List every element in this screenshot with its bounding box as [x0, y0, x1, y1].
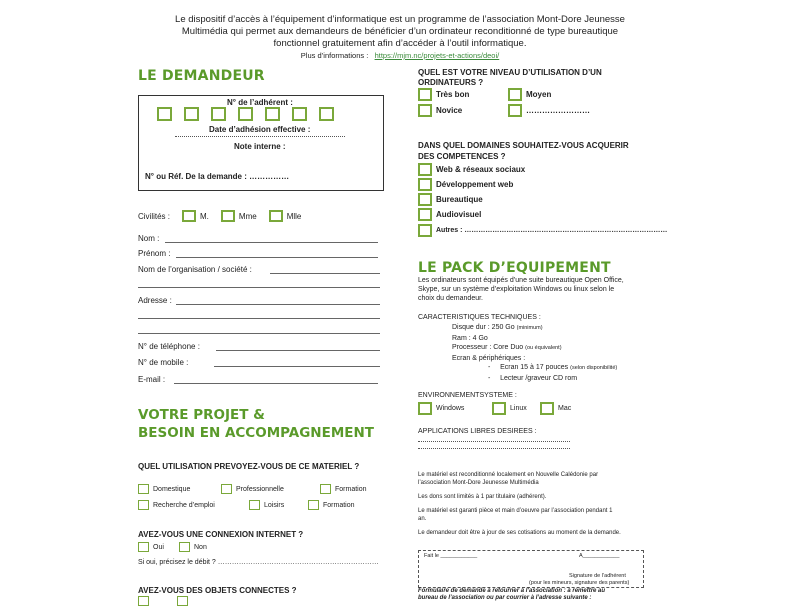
sig-note: (pour les mineurs, signature des parents) — [529, 580, 630, 586]
org-label: Nom de l’organisation / société : — [138, 265, 252, 274]
pack-notices — [418, 471, 668, 537]
niveau-row-1 — [418, 88, 551, 101]
adresse-label: Adresse : — [138, 296, 172, 305]
niveau-novice-label: Novice — [436, 106, 463, 115]
ref-label: N° ou Réf. De la demande : …………… — [145, 172, 290, 181]
notice-4: Le demandeur doit être à jour de ses cotisations au moment de la demande. — [418, 530, 621, 536]
domaine-audiovisuel-checkbox[interactable] — [418, 208, 432, 221]
adherent-label: N° de l’adhérent : — [227, 98, 293, 107]
env-mac-label: Mac — [558, 405, 572, 412]
tech-specs — [452, 323, 617, 383]
domaine-dev-checkbox[interactable] — [418, 178, 432, 191]
env-windows-label: Windows — [436, 405, 465, 412]
usage-formation-checkbox[interactable] — [320, 484, 331, 494]
nom-label: Nom : — [138, 234, 160, 243]
civ-mlle-checkbox[interactable] — [269, 210, 283, 222]
domaine-bureautique-checkbox[interactable] — [418, 193, 432, 206]
usage-loisirs-label: Loisirs — [264, 501, 285, 509]
apps-line-2[interactable] — [418, 448, 570, 449]
more-info-link[interactable]: https://mjm.nc/projets-et-actions/deoi/ — [374, 51, 500, 60]
more-info-label: Plus d’informations : — [300, 51, 369, 60]
internet-question: AVEZ-VOUS UNE CONNEXION INTERNET ? — [138, 530, 304, 539]
adresse-field-3[interactable] — [138, 333, 380, 334]
niveau-tres-bon-label: Très bon — [436, 90, 470, 99]
usage-domestique-checkbox[interactable] — [138, 484, 149, 494]
civilites-label: Civilités : — [138, 211, 171, 221]
domaine-autres-label: Autres : …………………………………………………………………………… — [436, 226, 668, 234]
nom-field[interactable] — [165, 242, 378, 243]
usage-formation-label: Formation — [335, 485, 367, 493]
civ-m-label: M. — [200, 211, 209, 221]
digit-box[interactable] — [292, 107, 307, 121]
admin-box — [138, 95, 384, 191]
notice-3-line-2: an. — [418, 516, 427, 522]
usage-emploi-label: Recherche d’emploi — [153, 501, 215, 509]
env-linux-checkbox[interactable] — [492, 402, 506, 415]
domaine-bureautique — [418, 192, 667, 207]
note-label: Note interne : — [234, 142, 286, 151]
niveau-row-2 — [418, 104, 590, 117]
mobile-label: N° de mobile : — [138, 358, 189, 367]
apps-line-1[interactable] — [418, 441, 570, 442]
usage-domestique-label: Domestique — [153, 485, 191, 493]
usage-professionnelle-checkbox[interactable] — [221, 484, 232, 494]
domaine-web-label: Web & réseaux sociaux — [436, 165, 526, 174]
notice-2: Les dons sont limités à 1 par titulaire (adhérent). — [418, 494, 547, 500]
domaine-dev — [418, 177, 667, 192]
demandeur-title: LE DEMANDEUR — [138, 68, 265, 84]
spec-ecran: - Ecran 15 à 17 pouces (selon disponibilité) — [488, 364, 618, 371]
env-windows-checkbox[interactable] — [418, 402, 432, 415]
sig-a: A____________ — [579, 553, 620, 559]
niveau-tres-bon-checkbox[interactable] — [418, 88, 432, 101]
domaine-audiovisuel-label: Audiovisuel — [436, 210, 482, 219]
usage-loisirs-checkbox[interactable] — [249, 500, 260, 510]
domaines-question — [418, 140, 629, 162]
prenom-label: Prénom : — [138, 249, 171, 258]
domaine-web-checkbox[interactable] — [418, 163, 432, 176]
digit-box[interactable] — [265, 107, 280, 121]
usage-row-1 — [138, 484, 367, 494]
spec-peripheriques: Ecran & périphériques : — [452, 354, 526, 362]
org-field[interactable] — [270, 273, 380, 274]
signature-box[interactable] — [418, 550, 644, 588]
niveau-moyen-checkbox[interactable] — [508, 88, 522, 101]
niveau-autre-label: …………………… — [526, 106, 590, 115]
sig-label: Signature de l’adhérent — [569, 573, 626, 579]
projet-title — [138, 406, 374, 442]
niveau-autre-checkbox[interactable] — [508, 104, 522, 117]
prenom-field[interactable] — [176, 257, 378, 258]
domaines-question-line-2: DES COMPETENCES ? — [418, 152, 506, 161]
formulaire-line-2: bureau de l’association ou par courrier à l’adresse suivante : — [418, 595, 592, 601]
pack-desc-line-3: choix du demandeur. — [418, 295, 483, 302]
spec-lecteur: - Lecteur /graveur CD rom — [488, 374, 578, 382]
intro-line-2: Multimédia qui permet aux demandeurs de bénéficier d’un ordinateur reconditionné de type bureautique — [181, 26, 619, 37]
usage-formation-2-label: Formation — [323, 501, 355, 509]
org-field-2[interactable] — [138, 287, 380, 288]
adresse-field[interactable] — [176, 304, 380, 305]
usage-emploi-checkbox[interactable] — [138, 500, 149, 510]
debit-label: Si oui, précisez le débit ? …………………………………………………………… — [138, 559, 379, 566]
tel-label: N° de téléphone : — [138, 342, 200, 351]
sig-fait: Fait le ____________ — [424, 553, 478, 559]
env-mac-checkbox[interactable] — [540, 402, 554, 415]
niveau-novice-checkbox[interactable] — [418, 104, 432, 117]
digit-box[interactable] — [184, 107, 199, 121]
spec-processeur: Processeur : Core Duo (ou équivalent) — [452, 344, 562, 351]
tel-field[interactable] — [216, 350, 380, 351]
objets-question: AVEZ-VOUS DES OBJETS CONNECTES ? — [138, 586, 297, 595]
usage-row-2 — [138, 500, 355, 510]
objets-oui-checkbox[interactable] — [138, 596, 149, 606]
domaine-audiovisuel — [418, 207, 667, 222]
civ-m-checkbox[interactable] — [182, 210, 196, 222]
internet-non-checkbox[interactable] — [179, 542, 190, 552]
niveau-question-line-2: ORDINATEURS ? — [418, 78, 484, 87]
pack-desc-line-2: Skype, sur un système d’exploitation Windows ou linux selon le — [418, 286, 615, 293]
digit-box[interactable] — [211, 107, 226, 121]
pack-desc-line-1: Les ordinateurs sont équipés d’une suite bureautique Open Office, — [418, 277, 624, 284]
usage-professionnelle-label: Professionnelle — [236, 485, 284, 493]
digit-box[interactable] — [238, 107, 253, 121]
notice-1-line-2: l’association Mont-Dore Jeunesse Multimédia — [418, 480, 539, 486]
civilites-row — [138, 210, 301, 222]
spec-ram: Ram : 4 Go — [452, 334, 488, 342]
civ-mlle-label: Mlle — [286, 211, 302, 221]
internet-non-label: Non — [194, 543, 207, 551]
internet-oui-checkbox[interactable] — [138, 542, 149, 552]
env-label: ENVIRONNEMENTSYSTEME : — [418, 392, 517, 399]
niveau-question-line-1: QUEL EST VOTRE NIVEAU D’UTILISATION D’UN — [418, 68, 602, 77]
pack-title: LE PACK D’EQUIPEMENT — [418, 260, 611, 276]
domaines-list — [418, 162, 667, 238]
notice-3-line-1: Le matériel est garanti pièce et main d’oeuvre par l’association pendant 1 — [418, 508, 613, 514]
adresse-field-2[interactable] — [138, 318, 380, 319]
spec-disque: Disque dur : 250 Go (minimum) — [452, 324, 543, 331]
email-field[interactable] — [174, 383, 378, 384]
tech-label: CARACTERISTIQUES TECHNIQUES : — [418, 314, 541, 321]
mobile-field[interactable] — [214, 366, 380, 367]
adherent-number-boxes — [157, 107, 334, 121]
intro-line-3: fonctionnel gratuitement afin d’accéder à l’outil informatique. — [273, 38, 527, 49]
digit-box[interactable] — [319, 107, 334, 121]
usage-formation-2-checkbox[interactable] — [308, 500, 319, 510]
digit-box[interactable] — [157, 107, 172, 121]
projet-title-line-1: VOTRE PROJET & — [138, 407, 265, 423]
civ-mme-checkbox[interactable] — [221, 210, 235, 222]
niveau-question — [418, 68, 602, 88]
date-label: Date d’adhésion effective : — [209, 125, 311, 134]
pack-description — [418, 276, 678, 303]
civ-mme-label: Mme — [238, 211, 257, 221]
domaines-question-line-1: DANS QUEL DOMAINES SOUHAITEZ-VOUS ACQUERIR — [418, 141, 629, 150]
intro-line-1: Le dispositif d’accès à l’équipement d’informatique est un programme de l’association Mont-Dore Jeunesse — [175, 14, 625, 25]
domaine-autres — [418, 222, 667, 238]
objets-options — [138, 596, 188, 606]
internet-options — [138, 542, 207, 552]
env-options — [418, 402, 571, 415]
email-label: E-mail : — [138, 375, 166, 384]
projet-title-line-2: BESOIN EN ACCOMPAGNEMENT — [138, 425, 374, 441]
domaine-web — [418, 162, 667, 177]
utilisation-question: QUEL UTILISATION PREVOYEZ-VOUS DE CE MATERIEL ? — [138, 462, 360, 471]
domaine-dev-label: Développement web — [436, 180, 514, 189]
domaine-bureautique-label: Bureautique — [436, 195, 483, 204]
formulaire-line-1: Formulaire de demande à retourner à l’association : à remettre au — [418, 588, 606, 594]
objets-non-checkbox[interactable] — [177, 596, 188, 606]
date-line[interactable] — [175, 136, 345, 137]
apps-label: APPLICATIONS LIBRES DESIREES : — [418, 428, 537, 435]
notice-1-line-1: Le matériel est reconditionné localement en Nouvelle Calédonie par — [418, 472, 599, 478]
internet-oui-label: Oui — [153, 543, 164, 551]
domaine-autres-checkbox[interactable] — [418, 224, 432, 237]
env-linux-label: Linux — [510, 405, 527, 412]
niveau-moyen-label: Moyen — [526, 90, 552, 99]
intro-block — [150, 14, 650, 62]
